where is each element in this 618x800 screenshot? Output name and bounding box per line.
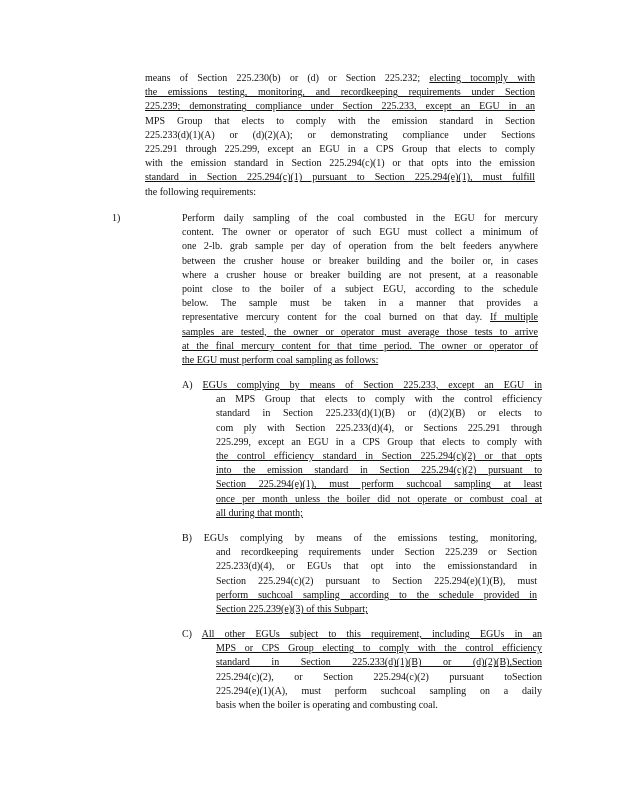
underlined-text: the EGU must perform coal sampling as follows: [182, 355, 379, 367]
text-line [182, 354, 538, 368]
text-line [182, 532, 537, 546]
text-run: com ply with Section 225.233(d)(4), or Sections 225.291 through [216, 422, 542, 434]
underlined-text: once per month unless the boiler did not operate or combust coal at [216, 493, 542, 505]
text-line [182, 450, 542, 464]
text-run: where a crusher house or breaker building are not present, at a reasonable [182, 269, 538, 281]
intro-paragraph [145, 72, 535, 200]
text-line [182, 326, 538, 340]
text-line [182, 560, 537, 574]
text-run: 225.294(e)(1)(A), must perform suchcoal sampling on a daily [216, 685, 542, 697]
underlined-text: the emissions testing, monitoring, and recordkeeping requirements under Section [145, 87, 535, 99]
text-line [182, 589, 537, 603]
underlined-text: MPS or CPS Group electing to comply with the control efficiency [216, 643, 542, 655]
text-run: representative mercury content for the coal burned on that day. [182, 312, 491, 324]
text-run: standard in Section 225.233(d)(1)(B) or (d)(2)(B) or elects to [216, 408, 542, 420]
text-line [145, 86, 535, 100]
text-line [182, 478, 542, 492]
underlined-text: at the final mercury content for that time period. [182, 340, 413, 352]
text-run: and recordkeeping requirements under Section 225.239 or Section [216, 547, 537, 559]
text-run: one 2-lb. grab sample per day of operation from the belt feeders anywhere [182, 241, 538, 253]
text-run: C) [182, 629, 202, 640]
text-run: A) [182, 380, 203, 391]
underlined-text: 225.239; demonstrating compliance under Section 225.233, except an EGU in an [145, 101, 535, 113]
text-line [182, 379, 542, 393]
text-run: 225.294(c)(2), or Section 225.294(c)(2) pursuant toSection [216, 671, 542, 683]
text-line [182, 297, 538, 311]
text-line [182, 642, 542, 656]
underlined-text: samples are tested, the owner or operator must average those tests to arrive [182, 326, 538, 338]
underlined-text: If multiple [490, 312, 538, 324]
text-line [182, 226, 538, 240]
text-line [182, 436, 542, 450]
subitem-b-paragraph [182, 532, 537, 617]
text-run: 225.299, except an EGU in a CPS Group that elects to comply with [216, 436, 542, 448]
text-run: the following requirements: [145, 186, 257, 198]
underlined-text: The owner or operator of [412, 340, 538, 352]
text-run: B) EGUs complying by means of the emissions testing, monitoring, [182, 533, 537, 544]
text-line [145, 157, 535, 171]
text-run: point close to the boiler of a subject EGU, according to the schedule [182, 284, 538, 296]
text-run: basis when the boiler is operating and combusting coal. [216, 700, 438, 712]
text-line [182, 685, 542, 699]
text-line [182, 212, 538, 226]
text-run: MPS Group that elects to comply with the emission standard in Section [145, 115, 535, 127]
text-run: means of Section 225.230(b) or (d) or Section 225.232; [145, 73, 430, 84]
text-run: an MPS Group that elects to comply with the control efficiency [216, 394, 542, 406]
text-line [182, 656, 542, 670]
underlined-text: All other EGUs subject to this requirement, including EGUs in an [201, 629, 542, 640]
text-run: with the emission standard in Section 225.294(c)(1) or that opts into the emission [145, 158, 535, 170]
text-line [145, 115, 535, 129]
text-line [182, 628, 542, 642]
text-line [182, 311, 538, 325]
text-run: 225.291 through 225.299, except an EGU in a CPS Group that elects to comply [145, 144, 535, 156]
text-line [182, 575, 537, 589]
text-run: between the crusher house or breaker building and the boiler or, in cases [182, 255, 538, 267]
text-line [182, 283, 538, 297]
text-line [145, 100, 535, 114]
text-line [182, 493, 542, 507]
underlined-text: electing tocomply with [429, 73, 535, 84]
underlined-text: standard in Section 225.233(d)(1)(B) or (d)(2)(B),Section [216, 657, 542, 669]
text-line [145, 186, 535, 200]
subitem-a-paragraph [182, 379, 542, 521]
text-run: content. The owner or operator of such EGU must collect a minimum of [182, 227, 538, 239]
text-line [182, 269, 538, 283]
text-line [145, 72, 535, 86]
text-line [182, 393, 542, 407]
underlined-text: the control efficiency standard in Section 225.294(c)(2) or that opts [216, 451, 542, 463]
text-line [182, 699, 542, 713]
item-1-paragraph [182, 212, 538, 368]
text-line [182, 464, 542, 478]
text-line [145, 129, 535, 143]
text-line [182, 240, 538, 254]
subitem-c-paragraph [182, 628, 542, 713]
underlined-text: perform suchcoal sampling according to the schedule provided in [216, 589, 537, 601]
text-line [182, 255, 538, 269]
text-line [182, 422, 542, 436]
text-line [182, 507, 542, 521]
item-number: 1) [112, 213, 121, 224]
underlined-text: standard in Section 225.294(c)(1) pursuant to Section 225.294(e)(1), must fulfill [145, 172, 535, 184]
text-line [182, 603, 537, 617]
underlined-text: into the emission standard in Section 225.294(c)(2) pursuant to [216, 465, 542, 477]
underlined-text: all during that month; [216, 507, 303, 519]
text-line [182, 671, 542, 685]
text-line [182, 340, 538, 354]
underlined-text: EGUs complying by means of Section 225.233, except an EGU in [202, 380, 542, 391]
text-line [145, 143, 535, 157]
text-run: 225.233(d)(4), or EGUs that opt into the emissionstandard in [216, 561, 537, 573]
text-run: 225.233(d)(1)(A) or (d)(2)(A); or demonstrating compliance under Sections [145, 129, 535, 141]
text-line [182, 407, 542, 421]
text-line [145, 171, 535, 185]
underlined-text: Section 225.294(e)(1), must perform suchcoal sampling at least [216, 479, 542, 491]
text-run: Perform daily sampling of the coal combusted in the EGU for mercury [182, 213, 538, 224]
text-line [182, 546, 537, 560]
text-run: below. The sample must be taken in a manner that provides a [182, 298, 538, 310]
underlined-text: Section 225.239(e)(3) of this Subpart; [216, 604, 368, 616]
text-run: Section 225.294(c)(2) pursuant to Section 225.294(e)(1)(B), must [216, 575, 537, 587]
